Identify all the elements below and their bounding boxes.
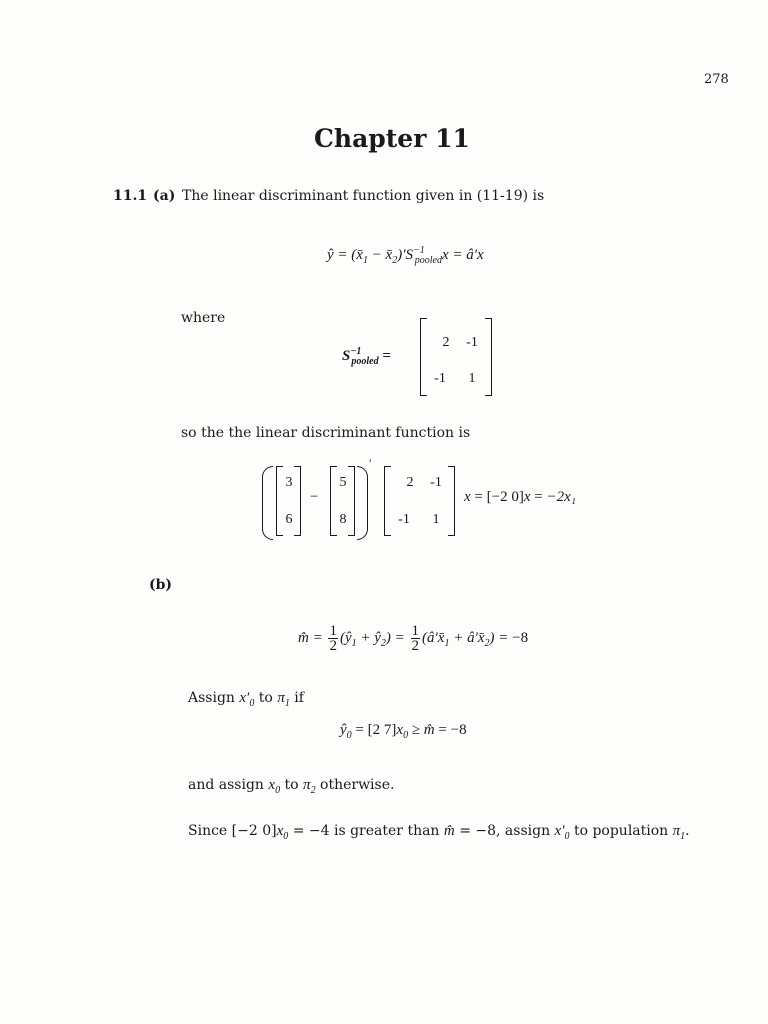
s-matrix2-cell: -1	[430, 475, 442, 490]
discriminant-equation: ŷ = ($x̄_1$ − $x̄_2)'S^{-1}_{pooled}x$ = â′x	[327, 245, 484, 266]
s-matrix2-cell: -1	[398, 512, 410, 527]
assign-line: Assign $x'_0$ to $\pi_1$ if	[188, 690, 304, 709]
s-matrix-cell: 1	[468, 371, 476, 386]
s-matrix2-cell: 1	[432, 512, 440, 527]
s-matrix2-left-bracket	[384, 466, 391, 536]
chapter-title: Chapter 11	[314, 124, 470, 153]
s-matrix-right-bracket	[485, 318, 492, 396]
part-a-intro: The linear discriminant function given in (11-19) is	[182, 188, 545, 204]
result-tail: −2x₁	[546, 489, 576, 505]
otherwise-line: and assign $x_0$ to $\pi_2$ otherwise.	[188, 777, 395, 796]
result-row: [−2 0]	[486, 489, 524, 505]
s-matrix-cell: -1	[434, 371, 446, 386]
part-a-label: (a)	[153, 188, 176, 204]
xbar2-cell: 8	[339, 512, 347, 527]
xbar2-cell: 5	[339, 475, 347, 490]
s-matrix-cell: -1	[466, 335, 478, 350]
since-line: Since [−2 $0]x_0 = -4$ is greater than m̂ = −8, assign $x'_0$ to population $\pi_1$.	[188, 823, 690, 842]
s-matrix2-cell: 2	[406, 475, 414, 490]
s-pooled-label: $S^{-1}_{pooled}$ =	[342, 346, 391, 367]
m-hat-equation: m̂ = $\frac{1}{2}$ ($ŷ_1$ + $ŷ_2$) = $\frac{1}{2}$ ($â'x̄_1$ + $â'x̄_2) = -8$	[298, 623, 529, 654]
outer-right-paren	[357, 466, 368, 540]
problem-number: 11.1	[113, 188, 148, 204]
where-label: where	[181, 310, 226, 326]
s-matrix-left-bracket	[420, 318, 427, 396]
xbar1-cell: 3	[285, 475, 293, 490]
page-number: 278	[704, 72, 729, 87]
m-hat-value: −8	[512, 629, 529, 646]
outer-left-paren	[262, 466, 273, 540]
s-matrix2-right-bracket	[448, 466, 455, 536]
result-expression: x = [−2 0]x = −2x₁	[464, 489, 576, 505]
so-text: so the the linear discriminant function is	[181, 425, 471, 441]
s-matrix-cell: 2	[442, 335, 450, 350]
xbar1-cell: 6	[285, 512, 293, 527]
minus-sign: −	[310, 489, 319, 505]
transpose-mark: ′	[369, 456, 372, 470]
y0-rule: $ŷ_0 = [2$ $7]x_0$ ≥ m̂ = −8	[340, 722, 467, 741]
part-b-label: (b)	[149, 577, 173, 593]
